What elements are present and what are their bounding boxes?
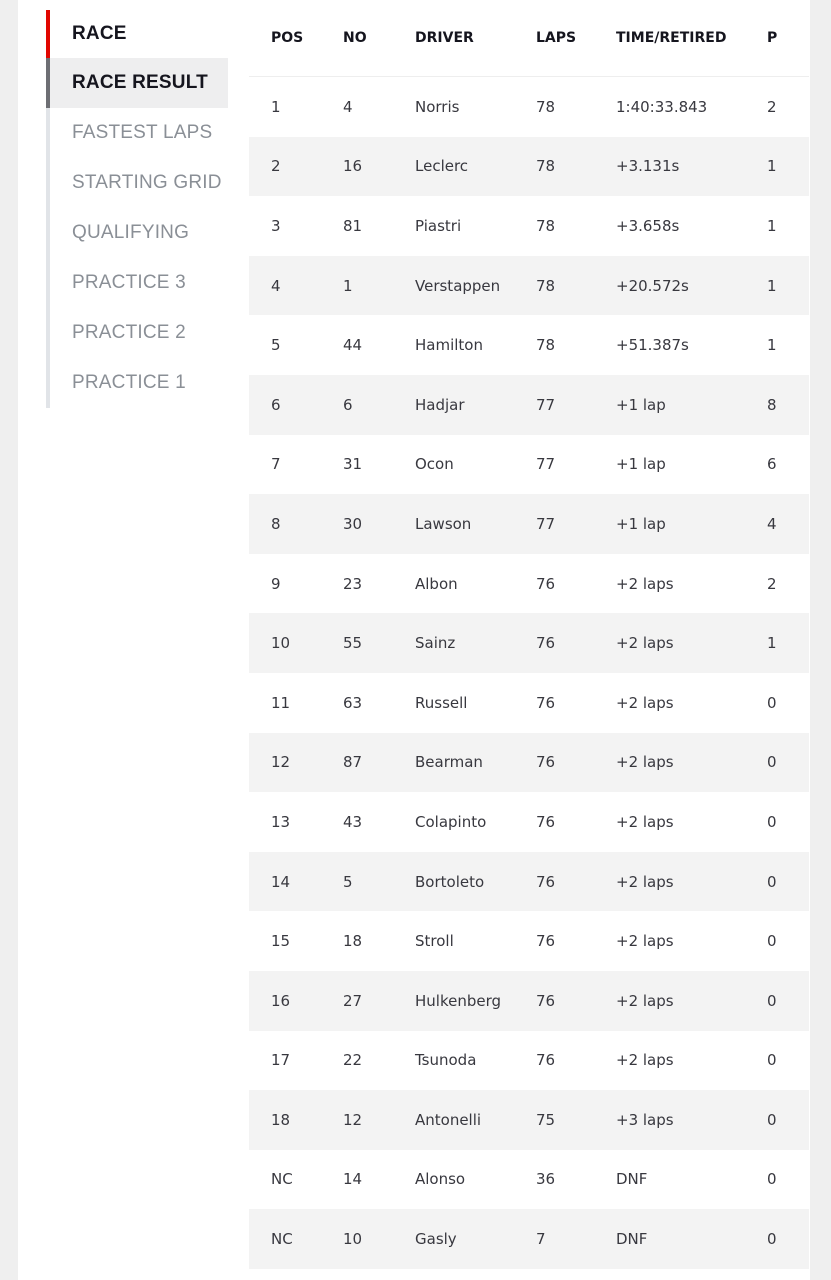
cell-laps: 78 [536,336,556,355]
cell-points-truncated: 6 [767,455,777,474]
cell-points-truncated: 1 [767,336,777,355]
cell-points-truncated: 2 [767,97,777,116]
cell-driver: Russell [415,693,468,712]
header-time-retired: TIME/RETIRED [616,0,767,77]
cell-no: 12 [343,1090,412,1150]
table-row[interactable] [249,971,809,1031]
cell-points-truncated: 0 [767,1051,777,1070]
cell-laps: 75 [536,1090,616,1150]
cell-no: 14 [343,1170,363,1189]
cell-points-truncated: 1 [767,256,809,316]
table-row[interactable] [249,77,809,137]
cell-no: 16 [343,137,412,197]
table-row[interactable] [249,256,809,316]
cell-pos: 11 [271,693,291,712]
cell-points-truncated: 1 [767,613,809,673]
cell-driver: Verstappen [412,256,536,316]
cell-driver: Alonso [415,1170,466,1189]
cell-points-truncated: 0 [767,693,777,712]
table-header-row [249,0,809,77]
cell-points-truncated: 0 [767,1090,809,1150]
cell-time-retired: +2 laps [616,1051,674,1070]
cell-points-truncated: 0 [767,1170,777,1189]
table-row[interactable] [249,375,809,435]
results-table-container[interactable] [249,0,778,1269]
header-points-truncated: P [767,0,809,77]
cell-no: 1 [343,256,412,316]
cell-laps: 76 [536,574,556,593]
cell-laps: 77 [536,375,616,435]
sidebar-item-fastest-laps[interactable]: FASTEST LAPS [46,108,228,158]
sidebar-item-starting-grid[interactable]: STARTING GRID [46,158,228,208]
cell-laps: 76 [536,1051,556,1070]
cell-no: 30 [343,494,412,554]
table-row[interactable] [249,494,809,554]
cell-laps: 76 [536,932,556,951]
sidebar-item-practice-2[interactable]: PRACTICE 2 [46,308,228,358]
sidebar-item-race-result[interactable]: RACE RESULT [46,58,228,108]
cell-pos: 15 [271,932,291,951]
table-row[interactable] [249,673,809,733]
cell-driver: Tsunoda [415,1051,477,1070]
results-sidebar-nav [46,10,228,408]
cell-driver: Sainz [412,613,536,673]
cell-laps: 76 [536,971,616,1031]
cell-time-retired: +2 laps [616,971,767,1031]
results-table-body [249,77,809,1269]
cell-pos: 12 [249,733,343,793]
cell-time-retired: DNF [616,1209,767,1269]
cell-time-retired: +1 lap [616,494,767,554]
cell-no: 87 [343,733,412,793]
cell-laps: 76 [536,693,556,712]
cell-pos: 17 [271,1051,291,1070]
cell-points-truncated: 4 [767,494,809,554]
cell-points-truncated: 2 [767,574,777,593]
table-row[interactable] [249,1209,809,1269]
cell-driver: Colapinto [415,812,487,831]
sidebar-item-practice-3[interactable]: PRACTICE 3 [46,258,228,308]
table-row[interactable] [249,137,809,197]
table-row[interactable] [249,1031,809,1091]
cell-pos: 6 [249,375,343,435]
table-row[interactable] [249,1150,809,1210]
table-row[interactable] [249,554,809,614]
cell-laps: 76 [536,733,616,793]
cell-pos: 2 [249,137,343,197]
cell-time-retired: +2 laps [616,812,674,831]
cell-points-truncated: 8 [767,375,809,435]
cell-points-truncated: 0 [767,812,777,831]
header-laps: LAPS [536,0,616,77]
cell-time-retired: 1:40:33.843 [616,97,708,116]
table-row[interactable] [249,733,809,793]
table-row[interactable] [249,196,809,256]
cell-no: 43 [343,812,363,831]
cell-time-retired: +2 laps [616,574,674,593]
cell-pos: 14 [249,852,343,912]
cell-no: 81 [343,216,363,235]
table-row[interactable] [249,911,809,971]
cell-pos: 7 [271,455,281,474]
cell-driver: Hulkenberg [412,971,536,1031]
cell-pos: 10 [249,613,343,673]
cell-pos: 3 [271,216,281,235]
cell-points-truncated: 0 [767,852,809,912]
cell-time-retired: +2 laps [616,733,767,793]
table-row[interactable] [249,792,809,852]
sidebar-item-qualifying[interactable]: QUALIFYING [46,208,228,258]
cell-time-retired: +2 laps [616,693,674,712]
sidebar-item-race[interactable]: RACE [46,10,228,58]
cell-points-truncated: 0 [767,971,809,1031]
cell-time-retired: +1 lap [616,375,767,435]
cell-no: 27 [343,971,412,1031]
cell-points-truncated: 0 [767,1209,809,1269]
cell-pos: 13 [271,812,291,831]
cell-driver: Norris [415,97,460,116]
cell-pos: NC [249,1209,343,1269]
cell-driver: Bortoleto [412,852,536,912]
page-container [18,0,810,1280]
cell-no: 55 [343,613,412,673]
cell-pos: 9 [271,574,281,593]
cell-time-retired: +3 laps [616,1090,767,1150]
cell-points-truncated: 1 [767,137,809,197]
cell-pos: NC [271,1170,293,1189]
header-no: NO [343,0,412,77]
cell-no: 18 [343,932,363,951]
cell-time-retired: +1 lap [616,455,666,474]
cell-pos: 16 [249,971,343,1031]
cell-time-retired: +3.131s [616,137,767,197]
table-row[interactable] [249,1090,809,1150]
cell-laps: 77 [536,494,616,554]
cell-no: 44 [343,336,363,355]
cell-driver: Antonelli [412,1090,536,1150]
cell-driver: Piastri [415,216,462,235]
cell-points-truncated: 0 [767,932,777,951]
cell-time-retired: +2 laps [616,852,767,912]
cell-laps: 7 [536,1209,616,1269]
cell-driver: Albon [415,574,458,593]
cell-no: 63 [343,693,363,712]
cell-laps: 76 [536,852,616,912]
cell-time-retired: +51.387s [616,336,689,355]
header-pos: POS [249,0,343,77]
cell-laps: 76 [536,613,616,673]
cell-driver: Lawson [412,494,536,554]
cell-laps: 36 [536,1170,556,1189]
cell-laps: 77 [536,455,556,474]
cell-time-retired: +2 laps [616,613,767,673]
table-row[interactable] [249,315,809,375]
cell-driver: Hamilton [415,336,483,355]
table-row[interactable] [249,435,809,495]
cell-time-retired: +2 laps [616,932,674,951]
cell-time-retired: +20.572s [616,256,767,316]
cell-no: 23 [343,574,363,593]
header-driver: DRIVER [412,0,536,77]
cell-time-retired: +3.658s [616,216,680,235]
cell-no: 4 [343,97,353,116]
cell-points-truncated: 1 [767,216,777,235]
cell-laps: 76 [536,812,556,831]
cell-pos: 1 [271,97,281,116]
cell-laps: 78 [536,97,556,116]
table-row[interactable] [249,613,809,673]
table-row[interactable] [249,852,809,912]
cell-no: 5 [343,852,412,912]
cell-pos: 5 [271,336,281,355]
cell-no: 6 [343,375,412,435]
race-results-table [249,0,809,1269]
cell-laps: 78 [536,256,616,316]
sidebar-item-practice-1[interactable]: PRACTICE 1 [46,358,228,408]
cell-no: 31 [343,455,363,474]
cell-no: 10 [343,1209,412,1269]
cell-driver: Leclerc [412,137,536,197]
cell-pos: 8 [249,494,343,554]
cell-driver: Ocon [415,455,454,474]
cell-pos: 18 [249,1090,343,1150]
cell-points-truncated: 0 [767,733,809,793]
cell-driver: Hadjar [412,375,536,435]
cell-laps: 78 [536,216,556,235]
cell-driver: Stroll [415,932,454,951]
cell-laps: 78 [536,137,616,197]
cell-pos: 4 [249,256,343,316]
cell-driver: Gasly [412,1209,536,1269]
cell-time-retired: DNF [616,1170,648,1189]
cell-driver: Bearman [412,733,536,793]
cell-no: 22 [343,1051,363,1070]
